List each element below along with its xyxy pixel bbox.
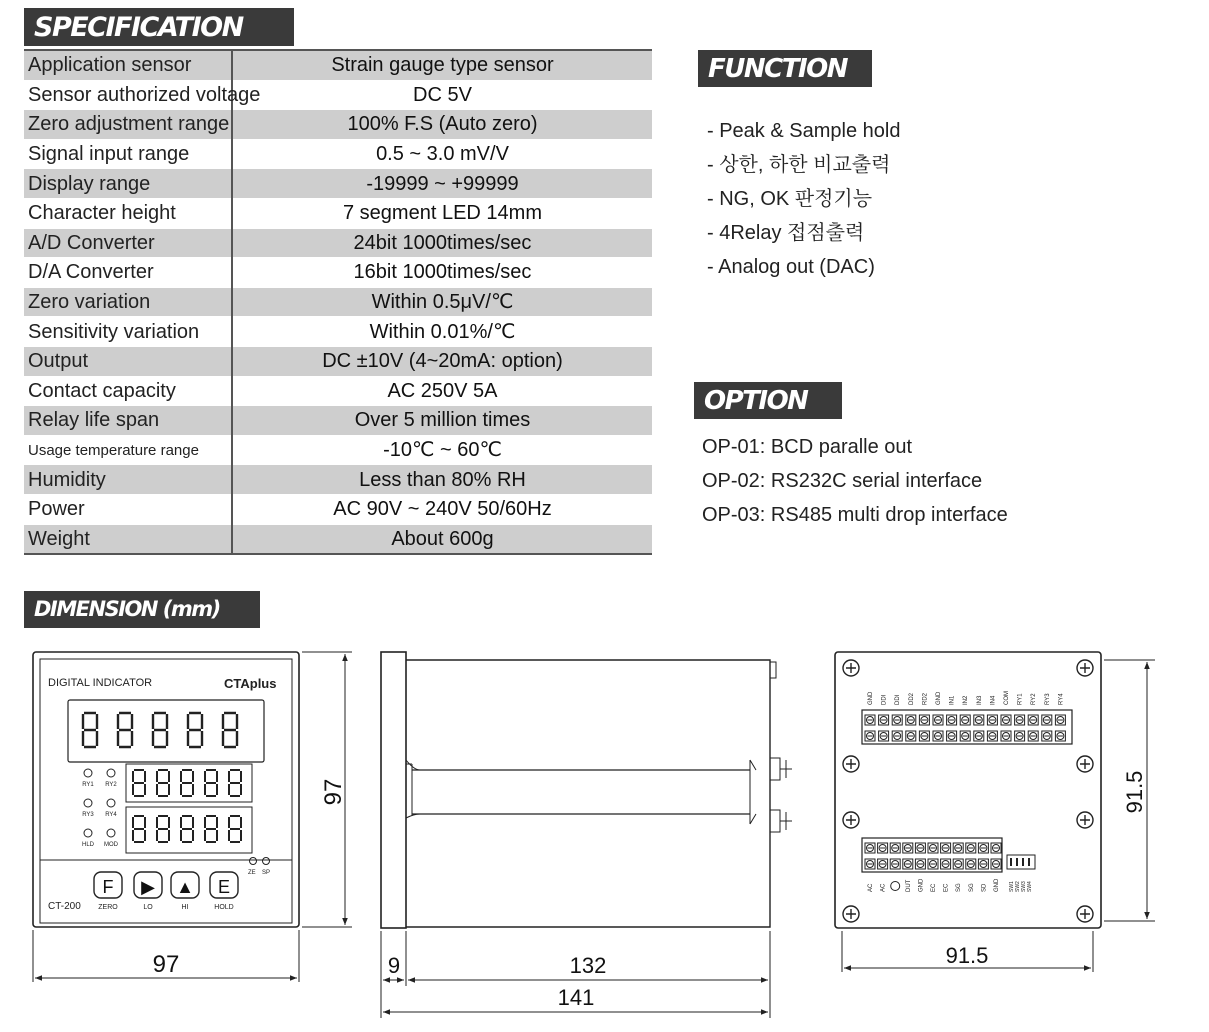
dimension-header: DIMENSION (mm) (24, 591, 260, 628)
display-digit (118, 713, 132, 747)
front-heading: DIGITAL INDICATOR (48, 677, 153, 689)
spec-value: DC 5V (232, 80, 652, 110)
terminal-label: RY4 (1058, 693, 1065, 705)
function-item: - Peak & Sample hold (707, 120, 901, 142)
front-key-symbol: E (217, 877, 231, 897)
rear-view (835, 652, 1155, 972)
front-key-label: LO (143, 904, 153, 911)
spec-label: Contact capacity (24, 376, 232, 406)
sub-display-1 (133, 770, 241, 796)
spec-value: -10℃ ~ 60℃ (232, 435, 652, 465)
spec-label: Output (24, 346, 232, 376)
terminal (966, 859, 976, 869)
front-keys (94, 872, 238, 911)
function-item: - 4Relay 접점출력 (707, 222, 865, 244)
terminal-label: DUT (905, 879, 912, 892)
option-item: OP-02: RS232C serial interface (702, 470, 983, 492)
front-key-label: HI (181, 904, 189, 911)
rear-width-dim: 91.5 (945, 943, 989, 968)
switch-label-sp: SP (262, 870, 271, 876)
specification-header: SPECIFICATION (24, 8, 294, 46)
sub-display-digit (205, 770, 217, 796)
spec-value: Less than 80% RH (232, 465, 652, 495)
display-digit (153, 713, 167, 747)
spec-label: Power (24, 494, 232, 524)
spec-label: Signal input range (24, 139, 232, 169)
terminal-label: RY1 (1017, 693, 1024, 705)
function-item: - 상한, 하한 비교출력 (707, 154, 891, 176)
led-label: HLD (81, 842, 95, 848)
spec-value: Strain gauge type sensor (232, 50, 652, 80)
terminal (991, 843, 1001, 853)
terminal (987, 715, 997, 725)
sub-display-digit (133, 770, 145, 796)
terminal (947, 715, 957, 725)
terminal (966, 843, 976, 853)
terminal (878, 843, 888, 853)
terminal (1042, 731, 1052, 741)
terminal-label: GND (994, 878, 1000, 892)
side-body-dim: 132 (569, 953, 607, 978)
terminal (1042, 715, 1052, 725)
led-indicator (84, 799, 92, 807)
spec-value: 100% F.S (Auto zero) (232, 110, 652, 140)
terminal (1001, 715, 1011, 725)
dip-switch-labels (1009, 881, 1033, 892)
led-indicator (107, 829, 115, 837)
spec-value: AC 250V 5A (232, 376, 652, 406)
terminal (903, 843, 913, 853)
terminal (953, 859, 963, 869)
front-width-dim: 97 (152, 951, 180, 978)
dip-label: SW1 (1009, 881, 1015, 892)
terminal-marker (891, 882, 900, 891)
spec-value: Over 5 million times (232, 406, 652, 436)
rear-bottom-terminal-labels (868, 878, 1000, 892)
switch-label-ze: ZE (248, 870, 256, 876)
terminal (953, 843, 963, 853)
spec-label: Usage temperature range (24, 435, 232, 465)
terminal-label: SD (981, 883, 988, 892)
terminal (919, 715, 929, 725)
terminal (892, 715, 902, 725)
led-label: MOD (104, 842, 118, 848)
terminal-label: GND (868, 691, 874, 705)
front-height-dim: 97 (320, 778, 347, 806)
terminal-label: IN1 (949, 695, 956, 705)
terminal (960, 731, 970, 741)
terminal (1055, 731, 1065, 741)
spec-value: 16bit 1000times/sec (232, 258, 652, 288)
function-item: - Analog out (DAC) (707, 256, 875, 278)
terminal (941, 859, 951, 869)
terminal (879, 731, 889, 741)
led-label: RY2 (105, 782, 117, 788)
terminal (1001, 731, 1011, 741)
option-item: OP-01: BCD paralle out (702, 436, 913, 458)
spec-label: Sensor authorized voltage (24, 80, 232, 110)
function-item: - NG, OK 판정기능 (707, 188, 873, 210)
terminal (906, 731, 916, 741)
terminal (978, 843, 988, 853)
terminal-label: EC (931, 883, 937, 892)
terminal-label: IN4 (990, 695, 997, 705)
sub-display-digit (229, 816, 241, 842)
terminal (919, 731, 929, 741)
terminal-label: DD2 (908, 692, 915, 705)
led-indicator (84, 769, 92, 777)
terminal (974, 731, 984, 741)
spec-label: Relay life span (24, 406, 232, 436)
spec-value: About 600g (232, 524, 652, 554)
terminal (960, 715, 970, 725)
terminal (915, 843, 925, 853)
option-header: OPTION (694, 382, 842, 419)
side-view (381, 652, 792, 1018)
terminal (1055, 715, 1065, 725)
terminal (928, 859, 938, 869)
front-key-symbol: F (102, 877, 114, 897)
terminal-label: IN2 (963, 695, 970, 705)
terminal-label: SG (956, 883, 963, 892)
terminal (903, 859, 913, 869)
sub-display-digit (181, 816, 193, 842)
terminal-label: RY3 (1044, 693, 1051, 705)
spec-label: Weight (24, 524, 232, 554)
terminal (987, 731, 997, 741)
terminal (878, 859, 888, 869)
terminal-label: DDI (881, 694, 888, 705)
terminal-label: GND (918, 878, 925, 892)
front-key-symbol: ▶ (141, 877, 155, 897)
terminal (865, 715, 875, 725)
spec-value: AC 90V ~ 240V 50/60Hz (232, 494, 652, 524)
display-digit (223, 713, 237, 747)
terminal-label: RY2 (1031, 693, 1038, 705)
terminal (890, 859, 900, 869)
spec-label: Sensitivity variation (24, 317, 232, 347)
terminal (933, 715, 943, 725)
terminal (892, 731, 902, 741)
terminal-label: RD2 (922, 692, 929, 705)
dip-label: SW3 (1021, 881, 1027, 892)
terminal (1015, 731, 1025, 741)
spec-label: Character height (24, 198, 232, 228)
terminal (865, 843, 875, 853)
terminal-label: AC (868, 883, 874, 892)
display-digit (188, 713, 202, 747)
terminal (928, 843, 938, 853)
terminal (991, 859, 1001, 869)
terminal-label: GND (936, 691, 942, 705)
terminal-label: COM (1004, 691, 1010, 705)
spec-value: Within 0.01%/℃ (232, 317, 652, 347)
spec-value: DC ±10V (4~20mA: option) (232, 346, 652, 376)
spec-label: A/D Converter (24, 228, 232, 258)
led-indicator (107, 769, 115, 777)
terminal-label: SG (968, 883, 975, 892)
spec-label: Zero adjustment range (24, 110, 232, 140)
function-header: FUNCTION (698, 50, 872, 87)
spec-label: Application sensor (24, 50, 232, 80)
terminal (865, 731, 875, 741)
dip-label: SW2 (1015, 881, 1021, 892)
front-view (33, 652, 352, 982)
side-flange-dim: 9 (387, 953, 401, 978)
terminal-label: AC (880, 883, 887, 892)
spec-value: 24bit 1000times/sec (232, 228, 652, 258)
spec-value: 0.5 ~ 3.0 mV/V (232, 139, 652, 169)
terminal (947, 731, 957, 741)
terminal (941, 843, 951, 853)
main-display (83, 713, 237, 747)
terminal (933, 731, 943, 741)
terminal-label: DDI (895, 694, 902, 705)
front-key-symbol: ▲ (176, 877, 194, 897)
spec-value: -19999 ~ +99999 (232, 169, 652, 199)
terminal (879, 715, 889, 725)
terminal-label: IN3 (976, 695, 983, 705)
led-label: RY4 (105, 812, 117, 818)
sub-display-digit (157, 770, 169, 796)
sub-display-digit (205, 816, 217, 842)
front-brand-logo: CTAplus (224, 676, 277, 691)
terminal (890, 843, 900, 853)
relay-leds (82, 769, 119, 848)
spec-value: 7 segment LED 14mm (232, 198, 652, 228)
terminal (978, 859, 988, 869)
front-model: CT-200 (48, 901, 81, 912)
option-item: OP-03: RS485 multi drop interface (702, 504, 1008, 526)
sub-display-digit (133, 816, 145, 842)
terminal (974, 715, 984, 725)
front-key-label: HOLD (214, 904, 234, 911)
spec-value: Within 0.5μV/℃ (232, 287, 652, 317)
led-indicator (84, 829, 92, 837)
terminal (906, 715, 916, 725)
sub-display-digit (157, 816, 169, 842)
side-total-dim: 141 (557, 985, 595, 1010)
dip-label: SW4 (1027, 881, 1033, 892)
sub-display-digit (229, 770, 241, 796)
sub-display-digit (181, 770, 193, 796)
front-key-label: ZERO (98, 904, 118, 911)
rear-top-terminal-labels (868, 691, 1064, 705)
spec-label: Humidity (24, 465, 232, 495)
spec-label: D/A Converter (24, 258, 232, 288)
led-indicator (107, 799, 115, 807)
spec-label: Display range (24, 169, 232, 199)
display-digit (83, 713, 97, 747)
rear-height-dim: 91.5 (1122, 770, 1147, 814)
terminal (1028, 715, 1038, 725)
terminal (865, 859, 875, 869)
terminal (1028, 731, 1038, 741)
led-label: RY1 (82, 782, 94, 788)
terminal (915, 859, 925, 869)
spec-label: Zero variation (24, 287, 232, 317)
terminal (1015, 715, 1025, 725)
sub-display-2 (133, 816, 241, 842)
terminal-label: EC (943, 883, 950, 892)
led-label: RY3 (82, 812, 94, 818)
